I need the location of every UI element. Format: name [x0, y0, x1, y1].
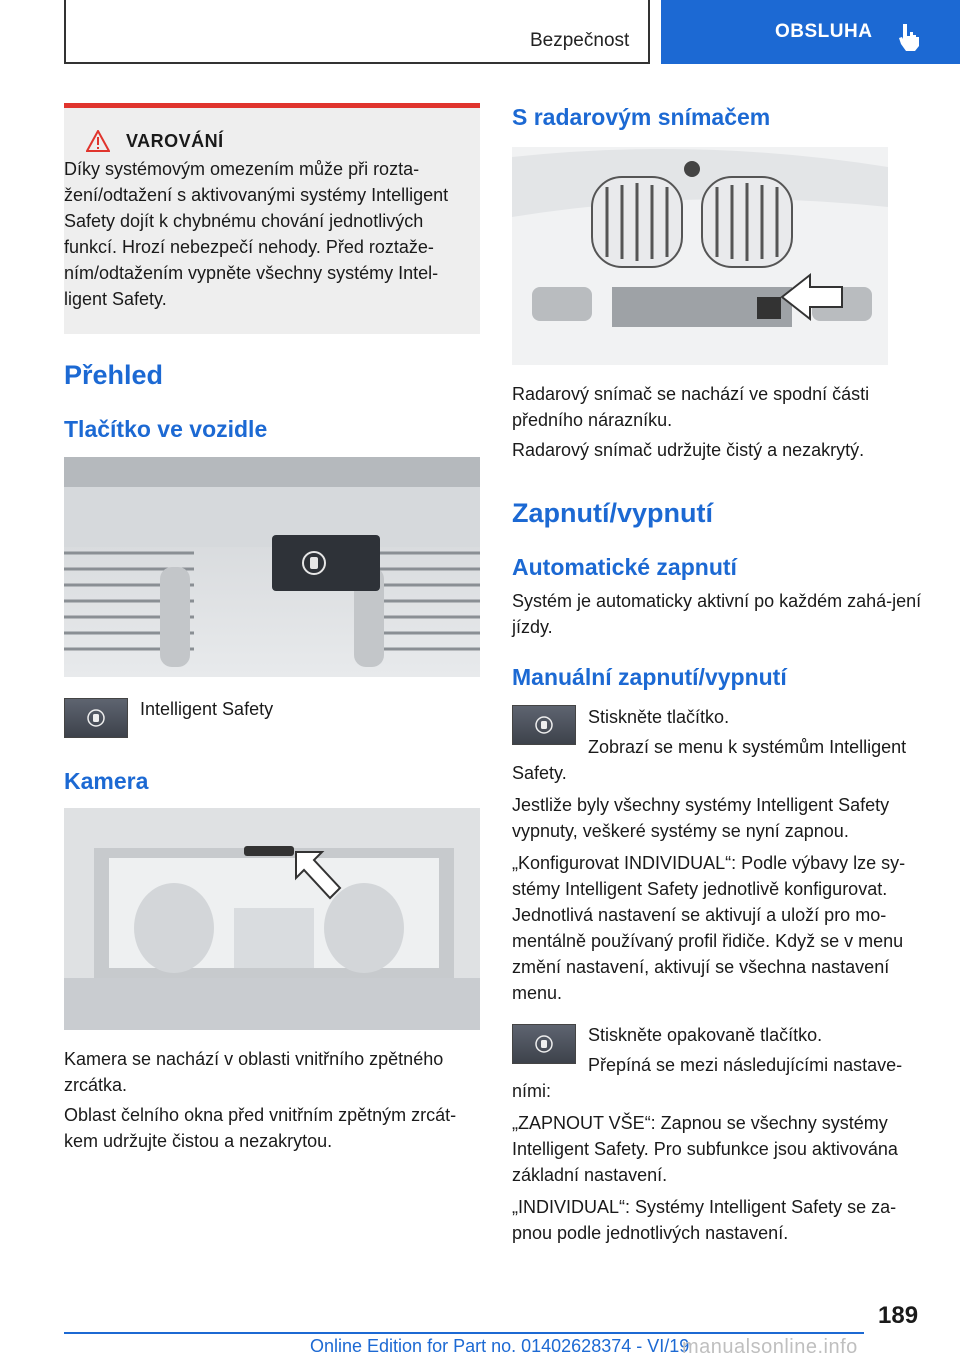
warning-text: Díky systémovým omezením může při rozta-žení/odtažení s aktivovanými systémy Intelligent Safety dojít k chybnému chování jednotlivých funkcí. Hrozí nebezpečí nehody. Před roztaže-ním/odtažením vypněte všechny systémy Intel-ligent Safety.	[64, 159, 449, 309]
camera-windshield-text: Oblast čelního okna před vnitřním zpětným zrcát-kem udržujte čistou a nezakrytou.	[64, 1105, 457, 1151]
toggle-settings-text: Přepíná se mezi následujícími nastave-	[588, 1055, 903, 1075]
warning-box	[64, 103, 480, 334]
photo-camera	[64, 808, 480, 1030]
heading-radar: S radarovým snímačem	[512, 104, 771, 130]
heading-button-in-vehicle: Tlačítko ve vozidle	[64, 416, 268, 442]
heading-on-off: Zapnutí/vypnutí	[512, 498, 713, 528]
heading-overview: Přehled	[64, 360, 164, 390]
button-caption: Intelligent Safety	[140, 699, 274, 719]
radar-clean-text: Radarový snímač udržujte čistý a nezakrytý.	[512, 440, 865, 460]
watermark: manualsonline.info	[682, 1336, 858, 1358]
toggle-settings-text-cont: ními:	[512, 1081, 552, 1101]
automatic-on-text: Systém je automaticky aktivní po každém zahá-jení jízdy.	[512, 591, 922, 637]
intelligent-safety-icon	[87, 709, 105, 727]
photo-button-in-vehicle	[64, 457, 480, 677]
header-chapter-label: OBSLUHA	[775, 21, 873, 42]
intelligent-safety-icon	[535, 716, 553, 734]
button-image-press-1	[512, 705, 576, 745]
camera-location-text: Kamera se nachází v oblasti vnitřního zpětného zrcátka.	[64, 1049, 444, 1095]
menu-shown-text-cont: Safety.	[512, 763, 567, 783]
configure-individual-text: „Konfigurovat INDIVIDUAL“: Podle výbavy lze sy-stémy Intelligent Safety jednotlivě konfigurovat. Jednotlivá nastavení se aktivují a uloží pro mo-mentálně používaný profil řidiče. Když se v menu změní nastavení, aktivují se všechna nastavení menu.	[512, 853, 906, 1003]
pointing-hand-icon	[897, 22, 923, 52]
heading-automatic-on: Automatické zapnutí	[512, 554, 737, 580]
intelligent-safety-button-image	[64, 698, 128, 738]
heading-manual-on-off: Manuální zapnutí/vypnutí	[512, 664, 787, 690]
intelligent-safety-icon	[535, 1035, 553, 1053]
header-section-title: Bezpečnost	[530, 30, 630, 51]
press-repeatedly-text: Stiskněte opakovaně tlačítko.	[588, 1025, 823, 1045]
photo-radar-sensor	[512, 147, 888, 365]
warning-triangle-icon	[86, 130, 110, 152]
press-button-text: Stiskněte tlačítko.	[588, 707, 730, 727]
warning-title: VAROVÁNÍ	[126, 130, 224, 151]
footer-edition: Online Edition for Part no. 01402628374 - VI/19	[310, 1336, 690, 1356]
header-chapter-tab	[661, 0, 960, 64]
page-number: 189	[878, 1302, 919, 1329]
footer-divider	[64, 1332, 864, 1334]
individual-text: „INDIVIDUAL“: Systémy Intelligent Safety se za-pnou podle jednotlivých nastavení.	[512, 1197, 897, 1243]
radar-location-text: Radarový snímač se nachází ve spodní části předního nárazníku.	[512, 384, 870, 430]
all-off-text: Jestliže byly všechny systémy Intelligent Safety vypnuty, veškeré systémy se nyní zapnou.	[512, 795, 890, 841]
button-image-press-2	[512, 1024, 576, 1064]
heading-camera: Kamera	[64, 768, 149, 794]
on-all-text: „ZAPNOUT VŠE“: Zapnou se všechny systémy Intelligent Safety. Pro subfunkce jsou aktivována základní nastavení.	[512, 1113, 898, 1185]
menu-shown-text: Zobrazí se menu k systémům Intelligent	[588, 737, 907, 757]
